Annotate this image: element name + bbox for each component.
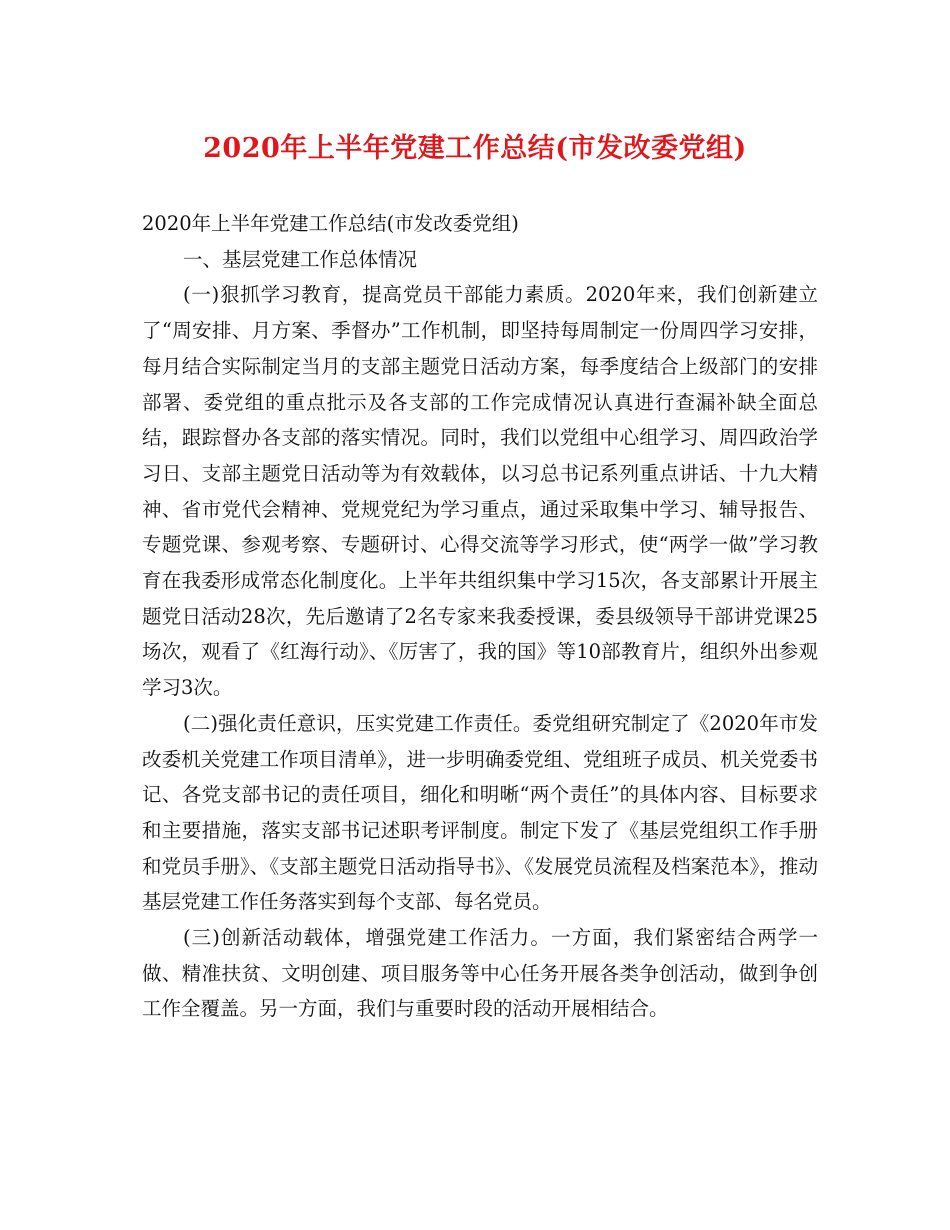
document-subtitle: 2020年上半年党建工作总结(市发改委党组): [142, 212, 519, 235]
section-heading: 一、基层党建工作总体情况: [182, 247, 417, 271]
paragraph-1: (一)狠抓学习教育，提高党员干部能力素质。2020年来，我们创新建立了“周安排、月方案、季督办”工作机制，即坚持每周制定一份周四学习安排，每月结合实际制定当月的支部主题党日活动方案，每季度结合上级部门的安排部署、委党组的重点批示及各支部的工作完成情况认真进行查漏补缺全面总结，跟踪督办各支部的落实情况。同时，我们以党组中心组学习、周四政治学习日、支部主题党日活动等为有效载体，以习总书记系列重点讲话、十九大精神、省市党代会精神、党规党纪为学习重点，通过采取集中学习、辅导报告、专题党课、参观考察、专题研讨、心得交流等学习形式，使“两学一做”学习教育在我委形成常态化制度化。上半年共组织集中学习15次，各支部累计开展主题党日活动28次，先后邀请了2名专家来我委授课，委县级领导干部讲党课25场次，观看了《红海行动》、《厉害了，我的国》等10部教育片，组织外出参观学习3次。: [142, 283, 818, 700]
document-title: 2020年上半年党建工作总结(市发改委党组): [203, 133, 747, 164]
document-body: [142, 206, 818, 1027]
paragraph-2: (二)强化责任意识，压实党建工作责任。委党组研究制定了《2020年市发改委机关党建工作项目清单》，进一步明确委党组、党组班子成员、机关党委书记、各党支部书记的责任项目，细化和明晰“两个责任”的具体内容、目标要求和主要措施，落实支部书记述职考评制度。制定下发了《基层党组织工作手册和党员手册》、《支部主题党日活动指导书》、《发展党员流程及档案范本》，推动基层党建工作任务落实到每个支部、每名党员。: [142, 711, 818, 914]
paragraph-3: (三)创新活动载体，增强党建工作活力。一方面，我们紧密结合两学一做、精准扶贫、文明创建、项目服务等中心任务开展各类争创活动，做到争创工作全覆盖。另一方面，我们与重要时段的活动开展相结合。: [142, 926, 818, 1021]
